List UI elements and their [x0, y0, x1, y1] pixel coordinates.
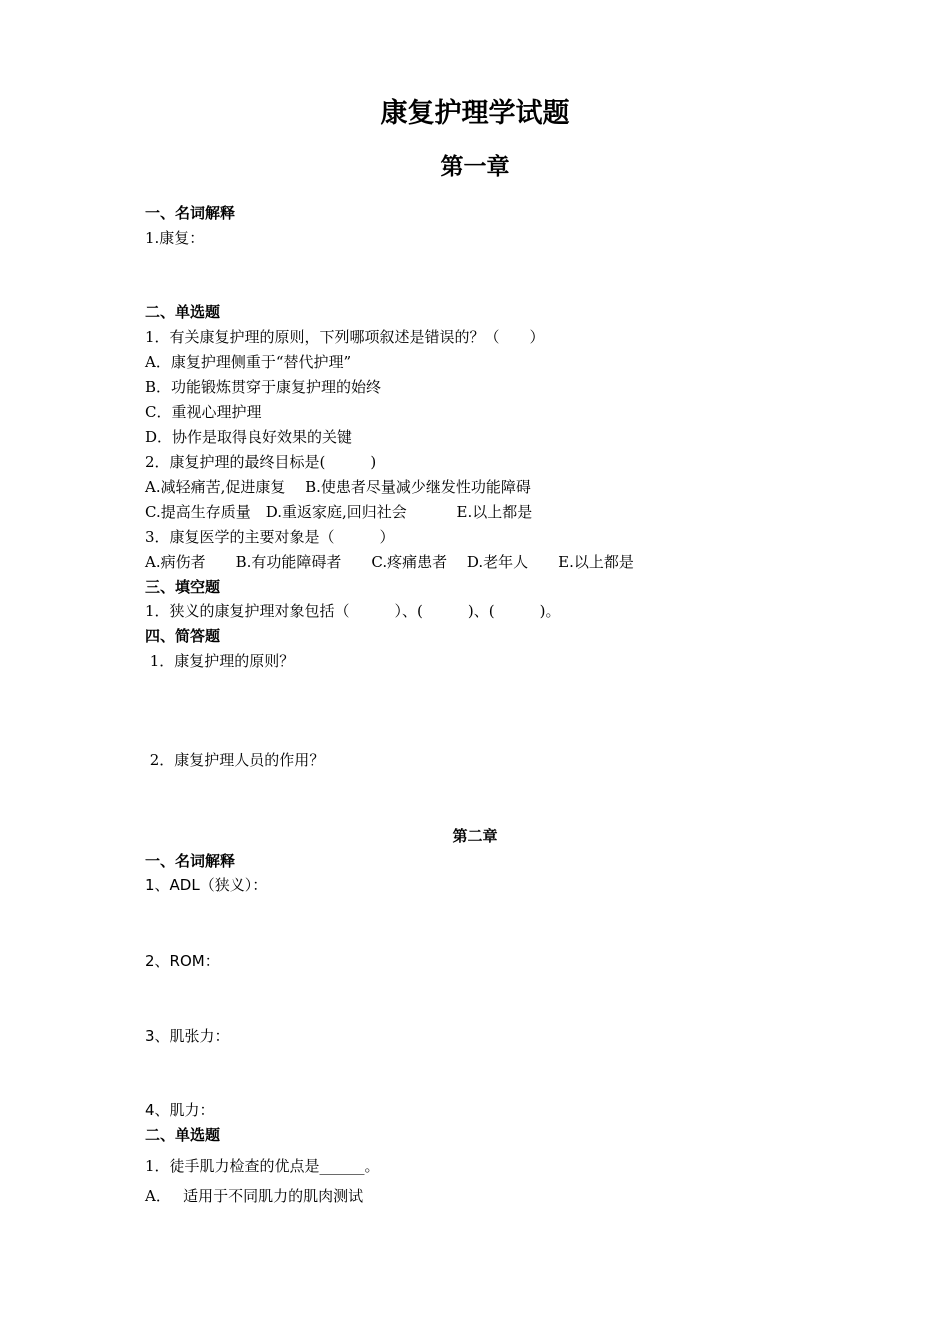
option: D．协作是取得良好效果的关键 [145, 428, 353, 446]
section-heading: 二、单选题 [145, 1126, 221, 1144]
term-item: 4、肌力： [145, 1101, 215, 1119]
chapter-2-heading: 第二章 [452, 827, 498, 845]
short-question: 2．康复护理人员的作用？ [145, 751, 325, 769]
option: A．康复护理侧重于“替代护理” [145, 353, 352, 371]
term-item: 2、ROM： [145, 952, 220, 970]
option-row: A.减轻痛苦,促进康复 B.使患者尽量减少继发性功能障碍 [145, 478, 531, 496]
section-heading: 三、填空题 [145, 578, 221, 596]
term-item: 3、肌张力： [145, 1027, 230, 1045]
option-row: C.提高生存质量 D.重返家庭,回归社会 E.以上都是 [145, 503, 533, 521]
term-item: 1.康复： [145, 229, 205, 247]
question: 3．康复医学的主要对象是（ ） [145, 528, 395, 546]
section-heading: 一、名词解释 [145, 852, 236, 870]
fill-question: 1．狭义的康复护理对象包括（ ）、( )、( )。 [145, 602, 561, 620]
option: A． 适用于不同肌力的肌肉测试 [145, 1187, 364, 1205]
question: 1．徒手肌力检查的优点是______。 [145, 1157, 380, 1175]
option: B．功能锻炼贯穿于康复护理的始终 [145, 378, 382, 396]
short-question: 1．康复护理的原则？ [145, 652, 295, 670]
option: C．重视心理护理 [145, 403, 262, 421]
term-item: 1、ADL（狭义）： [145, 876, 268, 894]
question: 2．康复护理的最终目标是( ) [145, 453, 377, 471]
section-heading: 二、单选题 [145, 303, 221, 321]
section-heading: 一、名词解释 [145, 204, 236, 222]
document-title: 康复护理学试题 [380, 98, 570, 129]
option-row: A.病伤者 B.有功能障碍者 C.疼痛患者 D.老年人 E.以上都是 [145, 553, 634, 571]
question: 1．有关康复护理的原则，下列哪项叙述是错误的？（ ） [145, 328, 545, 346]
section-heading: 四、简答题 [145, 627, 221, 645]
chapter-1-heading: 第一章 [440, 153, 510, 180]
